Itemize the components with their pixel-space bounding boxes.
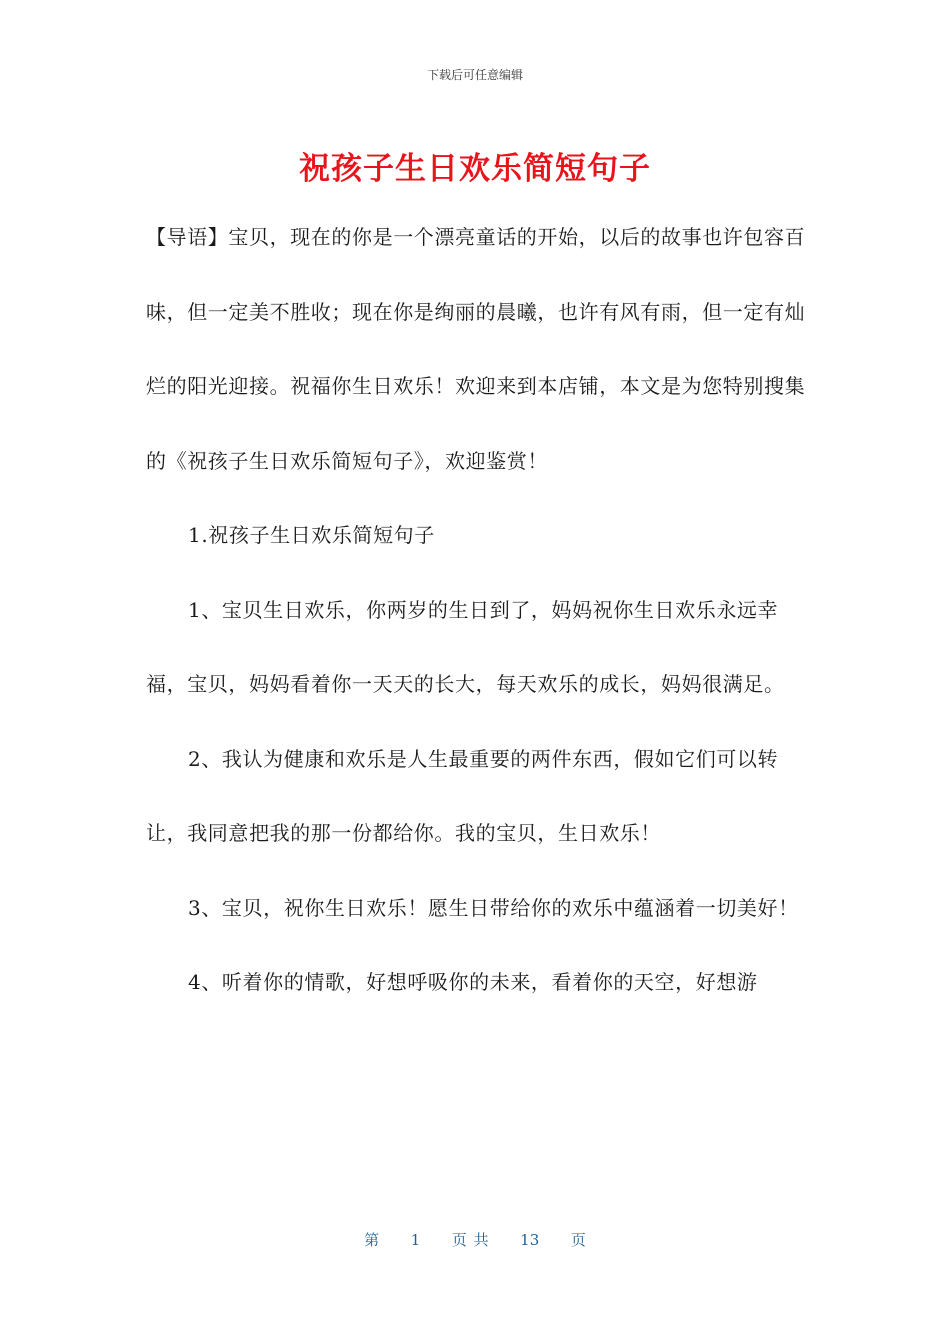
header-note: 下载后可任意编辑 [426, 68, 523, 82]
document-title: 祝孩子生日欢乐简短句子 [299, 151, 651, 187]
footer-total-pages: 13 [520, 1231, 540, 1249]
paragraph-item-4: 4、听着你的情歌，好想呼吸你的未来，看着你的天空，好想游 [188, 970, 758, 994]
footer-prefix: 第 [364, 1231, 380, 1249]
paragraph-section-heading: 1.祝孩子生日欢乐简短句子 [188, 523, 435, 547]
footer-mid: 页 共 [451, 1231, 489, 1249]
footer-suffix: 页 [570, 1231, 586, 1249]
paragraph-intro: 【导语】宝贝，现在的你是一个漂亮童话的开始，以后的故事也许包容百味，但一定美不胜收；现在你是绚丽的晨曦，也许有风有雨，但一定有灿烂的阳光迎接。祝福你生日欢乐！欢迎来到本店铺，本文是为您特别搜集的《祝孩子生日欢乐简短句子》，欢迎鉴赏！ [146, 225, 806, 473]
document-body [146, 200, 806, 1020]
footer-page-number: 1 [410, 1231, 421, 1249]
paragraph-item-1: 1、宝贝生日欢乐，你两岁的生日到了，妈妈祝你生日欢乐永远幸福，宝贝，妈妈看着你一天天的长大，每天欢乐的成长，妈妈很满足。 [146, 597, 785, 696]
page-footer [0, 1229, 950, 1250]
paragraph-item-3: 3、宝贝，祝你生日欢乐！愿生日带给你的欢乐中蕴涵着一切美好！ [188, 895, 799, 920]
paragraph-item-2: 2、我认为健康和欢乐是人生最重要的两件东西，假如它们可以转让，我同意把我的那一份都给你。我的宝贝，生日欢乐！ [146, 746, 779, 845]
